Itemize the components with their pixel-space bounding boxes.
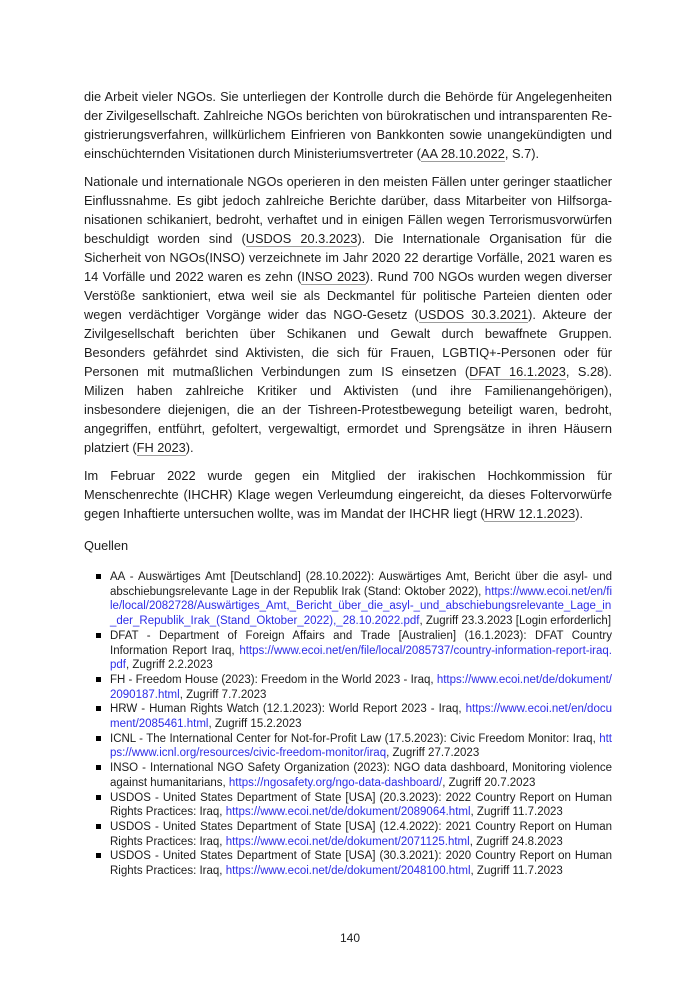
citation-link[interactable]: INSO 2023 — [301, 269, 366, 284]
citation-link[interactable]: USDOS 20.3.2023 — [245, 231, 358, 246]
source-item — [84, 629, 612, 673]
source-url-link[interactable]: https://www.ecoi.net/en/document/2085461.html — [110, 703, 612, 731]
source-url-link[interactable]: https://www.ecoi.net/en/file/local/2082728/Auswärtiges_Amt,_Bericht_über_die_asyl-_und_abschiebungsrelevante_Lage_in_der_Republik_Irak_(Stand_Oktober_2022),_28.10.2022.pdf — [110, 585, 612, 628]
source-text: USDOS - United States Department of State [USA] (12.4.2022): 2021 Country Report on Human Rights Practices: Iraq, — [110, 820, 612, 848]
source-url-link[interactable]: https://www.ecoi.net/de/dokument/2071125.html — [225, 835, 470, 848]
source-text: HRW - Human Rights Watch (12.1.2023): World Report 2023 - Iraq, — [110, 703, 466, 716]
source-access-date: , Zugriff 20.7.2023 — [442, 776, 536, 789]
paragraph-text: ). Rund 700 NGOs wurden wegen diverser Verstöße sanktioniert, etwa weil sie als Deckmantel für politische Parteien dienten oder wegen verdächtiger Vorgänge wider das NGO-Gesetz ( — [84, 269, 612, 322]
square-bullet-icon — [96, 795, 101, 800]
source-item — [84, 702, 612, 731]
source-text: FH - Freedom House (2023): Freedom in the World 2023 - Iraq, — [110, 673, 437, 686]
source-text: AA - Auswärtiges Amt [Deutschland] (28.10.2022): Auswärtiges Amt, Bericht über die asyl- und abschiebungsrelevante Lage in der Republik Irak (Stand: Oktober 2022), — [110, 571, 612, 598]
square-bullet-icon — [96, 736, 101, 741]
source-item — [84, 570, 612, 629]
source-access-date: , Zugriff 15.2.2023 — [208, 718, 302, 731]
paragraph-text: Nationale und internationale NGOs operieren in den meisten Fällen unter geringer staatlicher Einflussnahme. Es gibt jedoch zahlreiche Berichte darüber, dass Mitarbeiter von Hilfsorganisationen schikaniert, bedroht, verhaftet und in einigen Fällen wegen Terrorismusvorwürfen beschuldigt worden sind ( — [84, 174, 612, 246]
square-bullet-icon — [96, 765, 101, 770]
paragraph — [84, 172, 612, 457]
square-bullet-icon — [96, 633, 101, 638]
square-bullet-icon — [96, 574, 101, 579]
citation-link[interactable]: FH 2023 — [136, 440, 186, 455]
paragraph-text: Im Februar 2022 wurde gegen ein Mitglied der irakischen Hochkommission für Menschenrechte (IHCHR) Klage wegen Verleumdung eingereicht, da dieses Foltervorwürfe gegen Inhaftierte untersuchen wollte, was im Mandat der IHCHR liegt ( — [84, 468, 612, 521]
source-url-link[interactable]: https://www.ecoi.net/de/dokument/2090187.html — [110, 673, 612, 701]
paragraph-text: ). Die Internationale Organisation für die Sicherheit von NGOs(INSO) verzeichnete im Jahr 2020 22 derartige Vorfälle, 2021 waren es 14 Vorfälle und 2022 waren es zehn ( — [84, 231, 612, 284]
source-access-date: , Zugriff 2.2.2023 — [126, 659, 213, 672]
source-access-date: , Zugriff 11.7.2023 — [470, 865, 563, 878]
source-access-date: , Zugriff 11.7.2023 — [470, 806, 563, 819]
source-text: DFAT - Department of Foreign Affairs and Trade [Australien] (16.1.2023): DFAT Country Information Report Iraq, — [110, 629, 612, 657]
source-text: USDOS - United States Department of State [USA] (20.3.2023): 2022 Country Report on Human Rights Practices: Iraq, — [110, 791, 612, 819]
paragraph-text: , S.28). Milizen haben zahlreiche Kritiker und Aktivisten (und ihre Familienangehörigen), insbesondere diejenigen, die an der Tishreen-Protestbewegung beteiligt waren, bedroht, angegriffen, entführt, gefoltert, vergewaltigt, ermordet und Sprengsätze in ihren Häusern platziert ( — [84, 364, 612, 455]
source-item — [84, 761, 612, 790]
source-url-link[interactable]: https://www.icnl.org/resources/civic-freedom-monitor/iraq — [110, 732, 612, 760]
paragraph — [84, 87, 612, 163]
paragraph-text: , S.7). — [504, 146, 540, 161]
source-url-link[interactable]: https://www.ecoi.net/en/file/local/2085737/country-information-report-iraq.pdf — [110, 644, 612, 672]
page-content — [84, 87, 612, 879]
source-url-link[interactable]: https://www.ecoi.net/de/dokument/2089064.html — [225, 806, 471, 819]
paragraph-text: ). Akteure der Zivilgesellschaft berichten über Schikanen und Gewalt durch bewaffnete Gruppen. Besonders gefährdet sind Aktivisten, die sich für Frauen, LGBTIQ+-Personen oder für Personen mit mutmaßlichen Verbindungen zum IS einsetzen ( — [84, 307, 612, 379]
square-bullet-icon — [96, 706, 101, 711]
citation-link[interactable]: AA 28.10.2022 — [420, 146, 505, 161]
source-access-date: , Zugriff 27.7.2023 — [386, 747, 480, 760]
source-access-date: , Zugriff 7.7.2023 — [179, 688, 267, 701]
source-item — [84, 673, 612, 702]
paragraph-text: ). — [185, 440, 194, 455]
square-bullet-icon — [96, 677, 101, 682]
citation-link[interactable]: DFAT 16.1.2023 — [469, 364, 566, 379]
source-access-date: , Zugriff 24.8.2023 — [469, 835, 563, 848]
source-item — [84, 791, 612, 820]
paragraph-text: ). — [575, 506, 584, 521]
source-text: ICNL - The International Center for Not-for-Profit Law (17.5.2023): Civic Freedom Monitor: Iraq, — [110, 732, 600, 745]
source-url-link[interactable]: https://www.ecoi.net/de/dokument/2048100.html — [225, 865, 471, 878]
source-access-date: , Zugriff 23.3.2023 [Login erforderlich] — [419, 615, 612, 628]
square-bullet-icon — [96, 853, 101, 858]
sources-list — [84, 570, 612, 879]
source-item — [84, 732, 612, 761]
citation-link[interactable]: USDOS 30.3.2021 — [418, 307, 529, 322]
body-paragraphs — [84, 87, 612, 523]
source-text: INSO - International NGO Safety Organization (2023): NGO data dashboard, Monitoring violence against humanitarians, — [110, 762, 612, 789]
source-text: USDOS - United States Department of State [USA] (30.3.2021): 2020 Country Report on Human Rights Practices: Iraq, — [110, 850, 612, 878]
paragraph-text: die Arbeit vieler NGOs. Sie unterliegen der Kontrolle durch die Behörde für Angelegenheiten der Zivilgesellschaft. Zahlreiche NGOs berichten von bürokratischen und intransparenten Registrierungsverfahren, willkürlichem Einfrieren von Bankkonten sowie unangekündigten und einschüchternden Visitationen durch Ministeriumsvertreter ( — [84, 89, 612, 161]
source-item — [84, 849, 612, 878]
sources-heading: Quellen — [84, 538, 129, 553]
page-number: 140 — [339, 931, 361, 945]
square-bullet-icon — [96, 824, 101, 829]
paragraph — [84, 466, 612, 523]
citation-link[interactable]: HRW 12.1.2023 — [484, 506, 576, 521]
source-url-link[interactable]: https://ngosafety.org/ngo-data-dashboard/ — [228, 776, 443, 789]
source-item — [84, 820, 612, 849]
